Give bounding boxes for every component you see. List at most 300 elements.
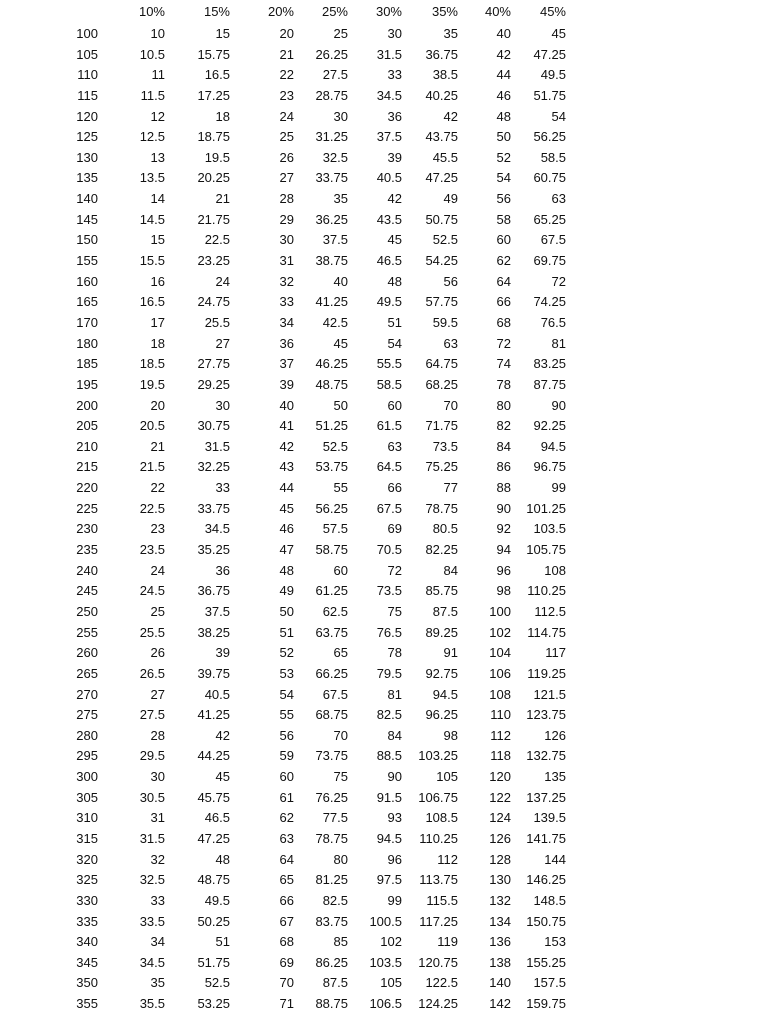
table-cell: 67.5 xyxy=(322,686,348,702)
table-cell: 32.25 xyxy=(197,459,230,475)
table-cell: 106.75 xyxy=(418,789,458,805)
table-cell: 16 xyxy=(150,273,165,289)
table-cell: 63 xyxy=(279,830,294,846)
table-cell: 96 xyxy=(496,562,511,578)
table-cell: 46 xyxy=(496,87,511,103)
table-cell: 112 xyxy=(490,727,511,743)
table-cell: 88.75 xyxy=(315,996,348,1012)
table-cell: 45 xyxy=(551,26,566,41)
table-cell: 100.5 xyxy=(369,913,402,929)
table-cell: 89.25 xyxy=(425,624,458,640)
row-base-value: 305 xyxy=(76,789,98,805)
row-base-value: 245 xyxy=(76,583,98,599)
table-cell: 22.5 xyxy=(139,500,165,516)
table-cell: 17 xyxy=(150,314,165,330)
row-base-value: 195 xyxy=(76,376,98,392)
table-cell: 34 xyxy=(150,934,165,950)
row-base-value: 220 xyxy=(76,480,98,496)
table-row xyxy=(0,334,768,355)
table-cell: 80 xyxy=(496,397,511,413)
table-cell: 64.5 xyxy=(376,459,402,475)
table-cell: 54 xyxy=(387,335,402,351)
table-cell: 118 xyxy=(490,748,511,764)
table-cell: 137.25 xyxy=(526,789,566,805)
table-row xyxy=(0,808,768,829)
row-base-value: 120 xyxy=(76,108,98,124)
table-cell: 78 xyxy=(387,645,402,661)
table-row xyxy=(0,561,768,582)
table-cell: 82.5 xyxy=(322,892,348,908)
table-cell: 13 xyxy=(150,149,165,165)
table-cell: 153 xyxy=(544,934,566,950)
table-row xyxy=(0,705,768,726)
table-cell: 18 xyxy=(215,108,230,124)
table-cell: 81 xyxy=(551,335,566,351)
table-cell: 25 xyxy=(333,26,348,41)
table-cell: 10.5 xyxy=(139,46,165,62)
table-cell: 66.25 xyxy=(315,665,348,681)
table-cell: 119 xyxy=(437,934,458,950)
table-cell: 117.25 xyxy=(419,913,458,929)
table-cell: 86 xyxy=(496,459,511,475)
table-cell: 80.5 xyxy=(432,521,458,537)
table-cell: 47.25 xyxy=(425,170,458,186)
table-cell: 23 xyxy=(150,521,165,537)
table-cell: 25 xyxy=(150,603,165,619)
table-cell: 22 xyxy=(150,480,165,496)
table-cell: 73.5 xyxy=(376,583,402,599)
table-cell: 43 xyxy=(279,459,294,475)
table-cell: 49.5 xyxy=(376,294,402,310)
table-cell: 115.5 xyxy=(426,892,458,908)
row-base-value: 325 xyxy=(76,872,98,888)
table-cell: 104 xyxy=(489,645,511,661)
table-cell: 106 xyxy=(489,665,511,681)
table-cell: 12 xyxy=(150,108,165,124)
table-cell: 36 xyxy=(215,562,230,578)
table-cell: 31.5 xyxy=(139,830,165,846)
table-cell: 67.5 xyxy=(540,232,566,248)
table-cell: 120 xyxy=(489,769,511,785)
table-cell: 23.5 xyxy=(139,542,165,558)
table-cell: 94.5 xyxy=(432,686,458,702)
table-cell: 22.5 xyxy=(204,232,230,248)
table-cell: 22 xyxy=(279,67,294,83)
table-cell: 120.75 xyxy=(418,954,458,970)
table-cell: 26.25 xyxy=(315,46,348,62)
table-cell: 43.75 xyxy=(425,129,458,145)
table-cell: 34.5 xyxy=(139,954,165,970)
table-cell: 32.5 xyxy=(139,872,165,888)
table-cell: 110.25 xyxy=(419,830,458,846)
table-cell: 119.25 xyxy=(527,665,566,681)
row-base-value: 170 xyxy=(76,314,98,330)
table-cell: 32 xyxy=(279,273,294,289)
table-cell: 39 xyxy=(279,376,294,392)
table-cell: 60 xyxy=(387,397,402,413)
table-cell: 46.5 xyxy=(376,253,402,269)
table-cell: 51 xyxy=(387,314,402,330)
table-cell: 16.5 xyxy=(139,294,165,310)
table-cell: 75.25 xyxy=(425,459,458,475)
table-cell: 45.75 xyxy=(197,789,230,805)
table-cell: 71 xyxy=(279,996,294,1012)
table-cell: 30 xyxy=(387,26,402,41)
row-base-value: 250 xyxy=(76,603,98,619)
table-cell: 61.25 xyxy=(315,583,348,599)
table-cell: 26 xyxy=(279,149,294,165)
table-cell: 40 xyxy=(279,397,294,413)
table-cell: 49 xyxy=(443,191,458,207)
table-cell: 28 xyxy=(150,727,165,743)
table-cell: 63 xyxy=(551,191,566,207)
table-row xyxy=(0,230,768,251)
table-cell: 24.5 xyxy=(139,583,165,599)
table-cell: 20.25 xyxy=(197,170,230,186)
row-base-value: 345 xyxy=(76,954,98,970)
table-cell: 45.5 xyxy=(432,149,458,165)
table-row xyxy=(0,478,768,499)
table-cell: 63 xyxy=(387,438,402,454)
table-cell: 31 xyxy=(279,253,294,269)
table-cell: 101.25 xyxy=(526,500,566,516)
table-row xyxy=(0,788,768,809)
table-cell: 49.5 xyxy=(204,892,230,908)
table-row xyxy=(0,602,768,623)
row-base-value: 265 xyxy=(76,665,98,681)
table-cell: 123.75 xyxy=(526,707,566,723)
table-cell: 62 xyxy=(279,810,294,826)
table-cell: 124 xyxy=(489,810,511,826)
table-cell: 24 xyxy=(279,108,294,124)
table-cell: 73.75 xyxy=(315,748,348,764)
table-cell: 138 xyxy=(489,954,511,970)
table-cell: 117 xyxy=(545,645,566,661)
table-row xyxy=(0,457,768,478)
table-cell: 21 xyxy=(279,46,294,62)
table-cell: 41.25 xyxy=(315,294,348,310)
table-cell: 112.5 xyxy=(534,603,566,619)
table-cell: 92 xyxy=(496,521,511,537)
row-base-value: 115 xyxy=(77,87,98,103)
table-cell: 100 xyxy=(489,603,511,619)
table-cell: 126 xyxy=(489,830,511,846)
row-base-value: 160 xyxy=(76,273,98,289)
table-cell: 36.75 xyxy=(197,583,230,599)
row-base-value: 185 xyxy=(76,356,98,372)
table-cell: 45 xyxy=(387,232,402,248)
table-cell: 13.5 xyxy=(139,170,165,186)
table-cell: 98 xyxy=(443,727,458,743)
table-cell: 94 xyxy=(496,542,511,558)
table-cell: 44 xyxy=(279,480,294,496)
table-cell: 32 xyxy=(150,851,165,867)
table-cell: 84 xyxy=(387,727,402,743)
row-base-value: 280 xyxy=(76,727,98,743)
table-cell: 11 xyxy=(151,67,165,83)
table-cell: 24 xyxy=(215,273,230,289)
table-cell: 106.5 xyxy=(369,996,402,1012)
table-row xyxy=(0,767,768,788)
header-cell: 10% xyxy=(138,4,165,19)
table-cell: 52.5 xyxy=(432,232,458,248)
table-cell: 29.25 xyxy=(197,376,230,392)
table-cell: 102 xyxy=(380,934,402,950)
row-base-value: 310 xyxy=(76,810,98,826)
table-cell: 126 xyxy=(544,727,566,743)
table-cell: 63.75 xyxy=(315,624,348,640)
table-cell: 37 xyxy=(279,356,294,372)
table-row xyxy=(0,623,768,644)
row-base-value: 340 xyxy=(76,934,98,950)
table-cell: 68 xyxy=(496,314,511,330)
table-cell: 29 xyxy=(279,211,294,227)
table-cell: 105.75 xyxy=(526,542,566,558)
table-cell: 97.5 xyxy=(376,872,402,888)
table-row xyxy=(0,499,768,520)
table-cell: 124.25 xyxy=(418,996,458,1012)
header-cell: 45% xyxy=(539,4,566,19)
table-cell: 15 xyxy=(215,26,230,41)
table-cell: 28.75 xyxy=(315,87,348,103)
row-base-value: 240 xyxy=(76,562,98,578)
table-row xyxy=(0,932,768,953)
table-cell: 31.5 xyxy=(204,438,230,454)
table-cell: 66 xyxy=(387,480,402,496)
table-cell: 43.5 xyxy=(376,211,402,227)
table-cell: 15.75 xyxy=(197,46,230,62)
table-cell: 70 xyxy=(443,397,458,413)
table-row xyxy=(0,396,768,417)
row-base-value: 335 xyxy=(76,913,98,929)
table-cell: 80 xyxy=(333,851,348,867)
table-cell: 18 xyxy=(150,335,165,351)
table-cell: 27.5 xyxy=(322,67,348,83)
table-cell: 27 xyxy=(215,335,230,351)
table-cell: 51 xyxy=(279,624,294,640)
table-cell: 10 xyxy=(150,26,165,41)
table-cell: 122.5 xyxy=(425,975,458,991)
row-base-value: 215 xyxy=(76,459,98,475)
table-cell: 99 xyxy=(387,892,402,908)
row-base-value: 130 xyxy=(76,149,98,165)
table-cell: 71.75 xyxy=(425,418,458,434)
table-cell: 70.5 xyxy=(376,542,402,558)
table-cell: 30.5 xyxy=(139,789,165,805)
table-row xyxy=(0,994,768,1015)
table-cell: 19.5 xyxy=(139,376,165,392)
table-cell: 76.5 xyxy=(540,314,566,330)
table-cell: 150.75 xyxy=(526,913,566,929)
table-cell: 48 xyxy=(496,108,511,124)
table-cell: 33.75 xyxy=(197,500,230,516)
table-cell: 45 xyxy=(333,335,348,351)
header-cell: 15% xyxy=(203,4,230,19)
table-cell: 54 xyxy=(496,170,511,186)
table-cell: 33 xyxy=(215,480,230,496)
table-cell: 99 xyxy=(551,480,566,496)
table-cell: 40.25 xyxy=(425,87,458,103)
table-cell: 58.5 xyxy=(540,149,566,165)
table-row xyxy=(0,581,768,602)
table-cell: 94.5 xyxy=(376,830,402,846)
table-cell: 140 xyxy=(489,975,511,991)
table-row xyxy=(0,45,768,66)
row-base-value: 155 xyxy=(76,253,98,269)
table-cell: 24 xyxy=(150,562,165,578)
row-base-value: 180 xyxy=(76,335,98,351)
table-cell: 40.5 xyxy=(204,686,230,702)
table-cell: 142 xyxy=(489,996,511,1012)
table-cell: 42 xyxy=(443,108,458,124)
header-row xyxy=(0,0,768,24)
table-cell: 76.5 xyxy=(376,624,402,640)
table-cell: 67.5 xyxy=(376,500,402,516)
row-base-value: 210 xyxy=(76,438,98,454)
table-cell: 30.75 xyxy=(197,418,230,434)
table-cell: 50 xyxy=(279,603,294,619)
table-cell: 35.25 xyxy=(197,542,230,558)
table-row xyxy=(0,210,768,231)
table-cell: 110.25 xyxy=(527,583,566,599)
row-base-value: 150 xyxy=(76,232,98,248)
table-cell: 40 xyxy=(496,26,511,41)
table-cell: 108 xyxy=(544,562,566,578)
table-cell: 31 xyxy=(150,810,165,826)
table-cell: 36.75 xyxy=(425,46,458,62)
table-cell: 72 xyxy=(387,562,402,578)
row-base-value: 205 xyxy=(76,418,98,434)
table-cell: 122 xyxy=(489,789,511,805)
table-cell: 50.75 xyxy=(425,211,458,227)
table-cell: 68.75 xyxy=(315,707,348,723)
table-cell: 54.25 xyxy=(425,253,458,269)
table-row xyxy=(0,726,768,747)
table-cell: 83.25 xyxy=(533,356,566,372)
header-cell: 35% xyxy=(431,4,458,19)
table-row xyxy=(0,354,768,375)
table-cell: 78 xyxy=(496,376,511,392)
table-cell: 108.5 xyxy=(425,810,458,826)
table-cell: 96.75 xyxy=(533,459,566,475)
table-cell: 28 xyxy=(279,191,294,207)
table-cell: 93 xyxy=(387,810,402,826)
row-base-value: 295 xyxy=(76,748,98,764)
table-cell: 42 xyxy=(215,727,230,743)
row-base-value: 165 xyxy=(76,294,98,310)
table-cell: 14 xyxy=(150,191,165,207)
table-cell: 51.25 xyxy=(315,418,348,434)
table-cell: 108 xyxy=(489,686,511,702)
table-cell: 94.5 xyxy=(540,438,566,454)
table-cell: 45 xyxy=(215,769,230,785)
table-cell: 130 xyxy=(489,872,511,888)
table-row xyxy=(0,912,768,933)
table-row xyxy=(0,189,768,210)
table-cell: 92.25 xyxy=(533,418,566,434)
table-cell: 35 xyxy=(333,191,348,207)
table-cell: 72 xyxy=(551,273,566,289)
table-cell: 96.25 xyxy=(425,707,458,723)
table-cell: 62.5 xyxy=(322,603,348,619)
table-cell: 64 xyxy=(496,273,511,289)
table-cell: 96 xyxy=(387,851,402,867)
table-cell: 38.25 xyxy=(197,624,230,640)
table-cell: 82.25 xyxy=(425,542,458,558)
table-cell: 45 xyxy=(279,500,294,516)
table-cell: 75 xyxy=(333,769,348,785)
table-cell: 31.25 xyxy=(315,129,348,145)
table-cell: 90 xyxy=(496,500,511,516)
table-cell: 79.5 xyxy=(376,665,402,681)
table-row xyxy=(0,272,768,293)
row-base-value: 300 xyxy=(76,769,98,785)
table-cell: 60 xyxy=(496,232,511,248)
table-cell: 78.75 xyxy=(425,500,458,516)
table-cell: 18.5 xyxy=(139,356,165,372)
table-cell: 81.25 xyxy=(315,872,348,888)
table-cell: 91.5 xyxy=(376,789,402,805)
table-cell: 62 xyxy=(496,253,511,269)
table-row xyxy=(0,519,768,540)
table-row xyxy=(0,953,768,974)
header-cell: 30% xyxy=(375,4,402,19)
table-cell: 56 xyxy=(279,727,294,743)
table-cell: 35 xyxy=(443,26,458,41)
table-cell: 55 xyxy=(333,480,348,496)
table-cell: 65 xyxy=(333,645,348,661)
table-cell: 78.75 xyxy=(315,830,348,846)
table-cell: 34 xyxy=(279,314,294,330)
table-cell: 77.5 xyxy=(322,810,348,826)
table-row xyxy=(0,148,768,169)
table-cell: 46 xyxy=(279,521,294,537)
table-cell: 11.5 xyxy=(140,87,165,103)
table-cell: 15 xyxy=(150,232,165,248)
table-cell: 90 xyxy=(551,397,566,413)
table-cell: 73.5 xyxy=(432,438,458,454)
table-cell: 29.5 xyxy=(139,748,165,764)
table-row xyxy=(0,685,768,706)
table-row xyxy=(0,870,768,891)
table-cell: 12.5 xyxy=(139,129,165,145)
table-cell: 19.5 xyxy=(204,149,230,165)
table-cell: 67 xyxy=(279,913,294,929)
row-base-value: 260 xyxy=(76,645,98,661)
table-cell: 42 xyxy=(279,438,294,454)
table-cell: 26.5 xyxy=(139,665,165,681)
table-cell: 30 xyxy=(150,769,165,785)
table-cell: 74.25 xyxy=(533,294,566,310)
table-cell: 68 xyxy=(279,934,294,950)
table-cell: 18.75 xyxy=(197,129,230,145)
table-cell: 87.75 xyxy=(533,376,566,392)
table-cell: 52 xyxy=(496,149,511,165)
row-base-value: 135 xyxy=(76,170,98,186)
table-cell: 25.5 xyxy=(139,624,165,640)
table-cell: 39 xyxy=(387,149,402,165)
table-cell: 157.5 xyxy=(533,975,566,991)
table-row xyxy=(0,850,768,871)
table-cell: 87.5 xyxy=(322,975,348,991)
table-cell: 105 xyxy=(380,975,402,991)
table-cell: 30 xyxy=(333,108,348,124)
table-cell: 36 xyxy=(279,335,294,351)
table-cell: 65 xyxy=(279,872,294,888)
table-cell: 42.5 xyxy=(322,314,348,330)
table-cell: 50 xyxy=(333,397,348,413)
table-cell: 47.25 xyxy=(533,46,566,62)
